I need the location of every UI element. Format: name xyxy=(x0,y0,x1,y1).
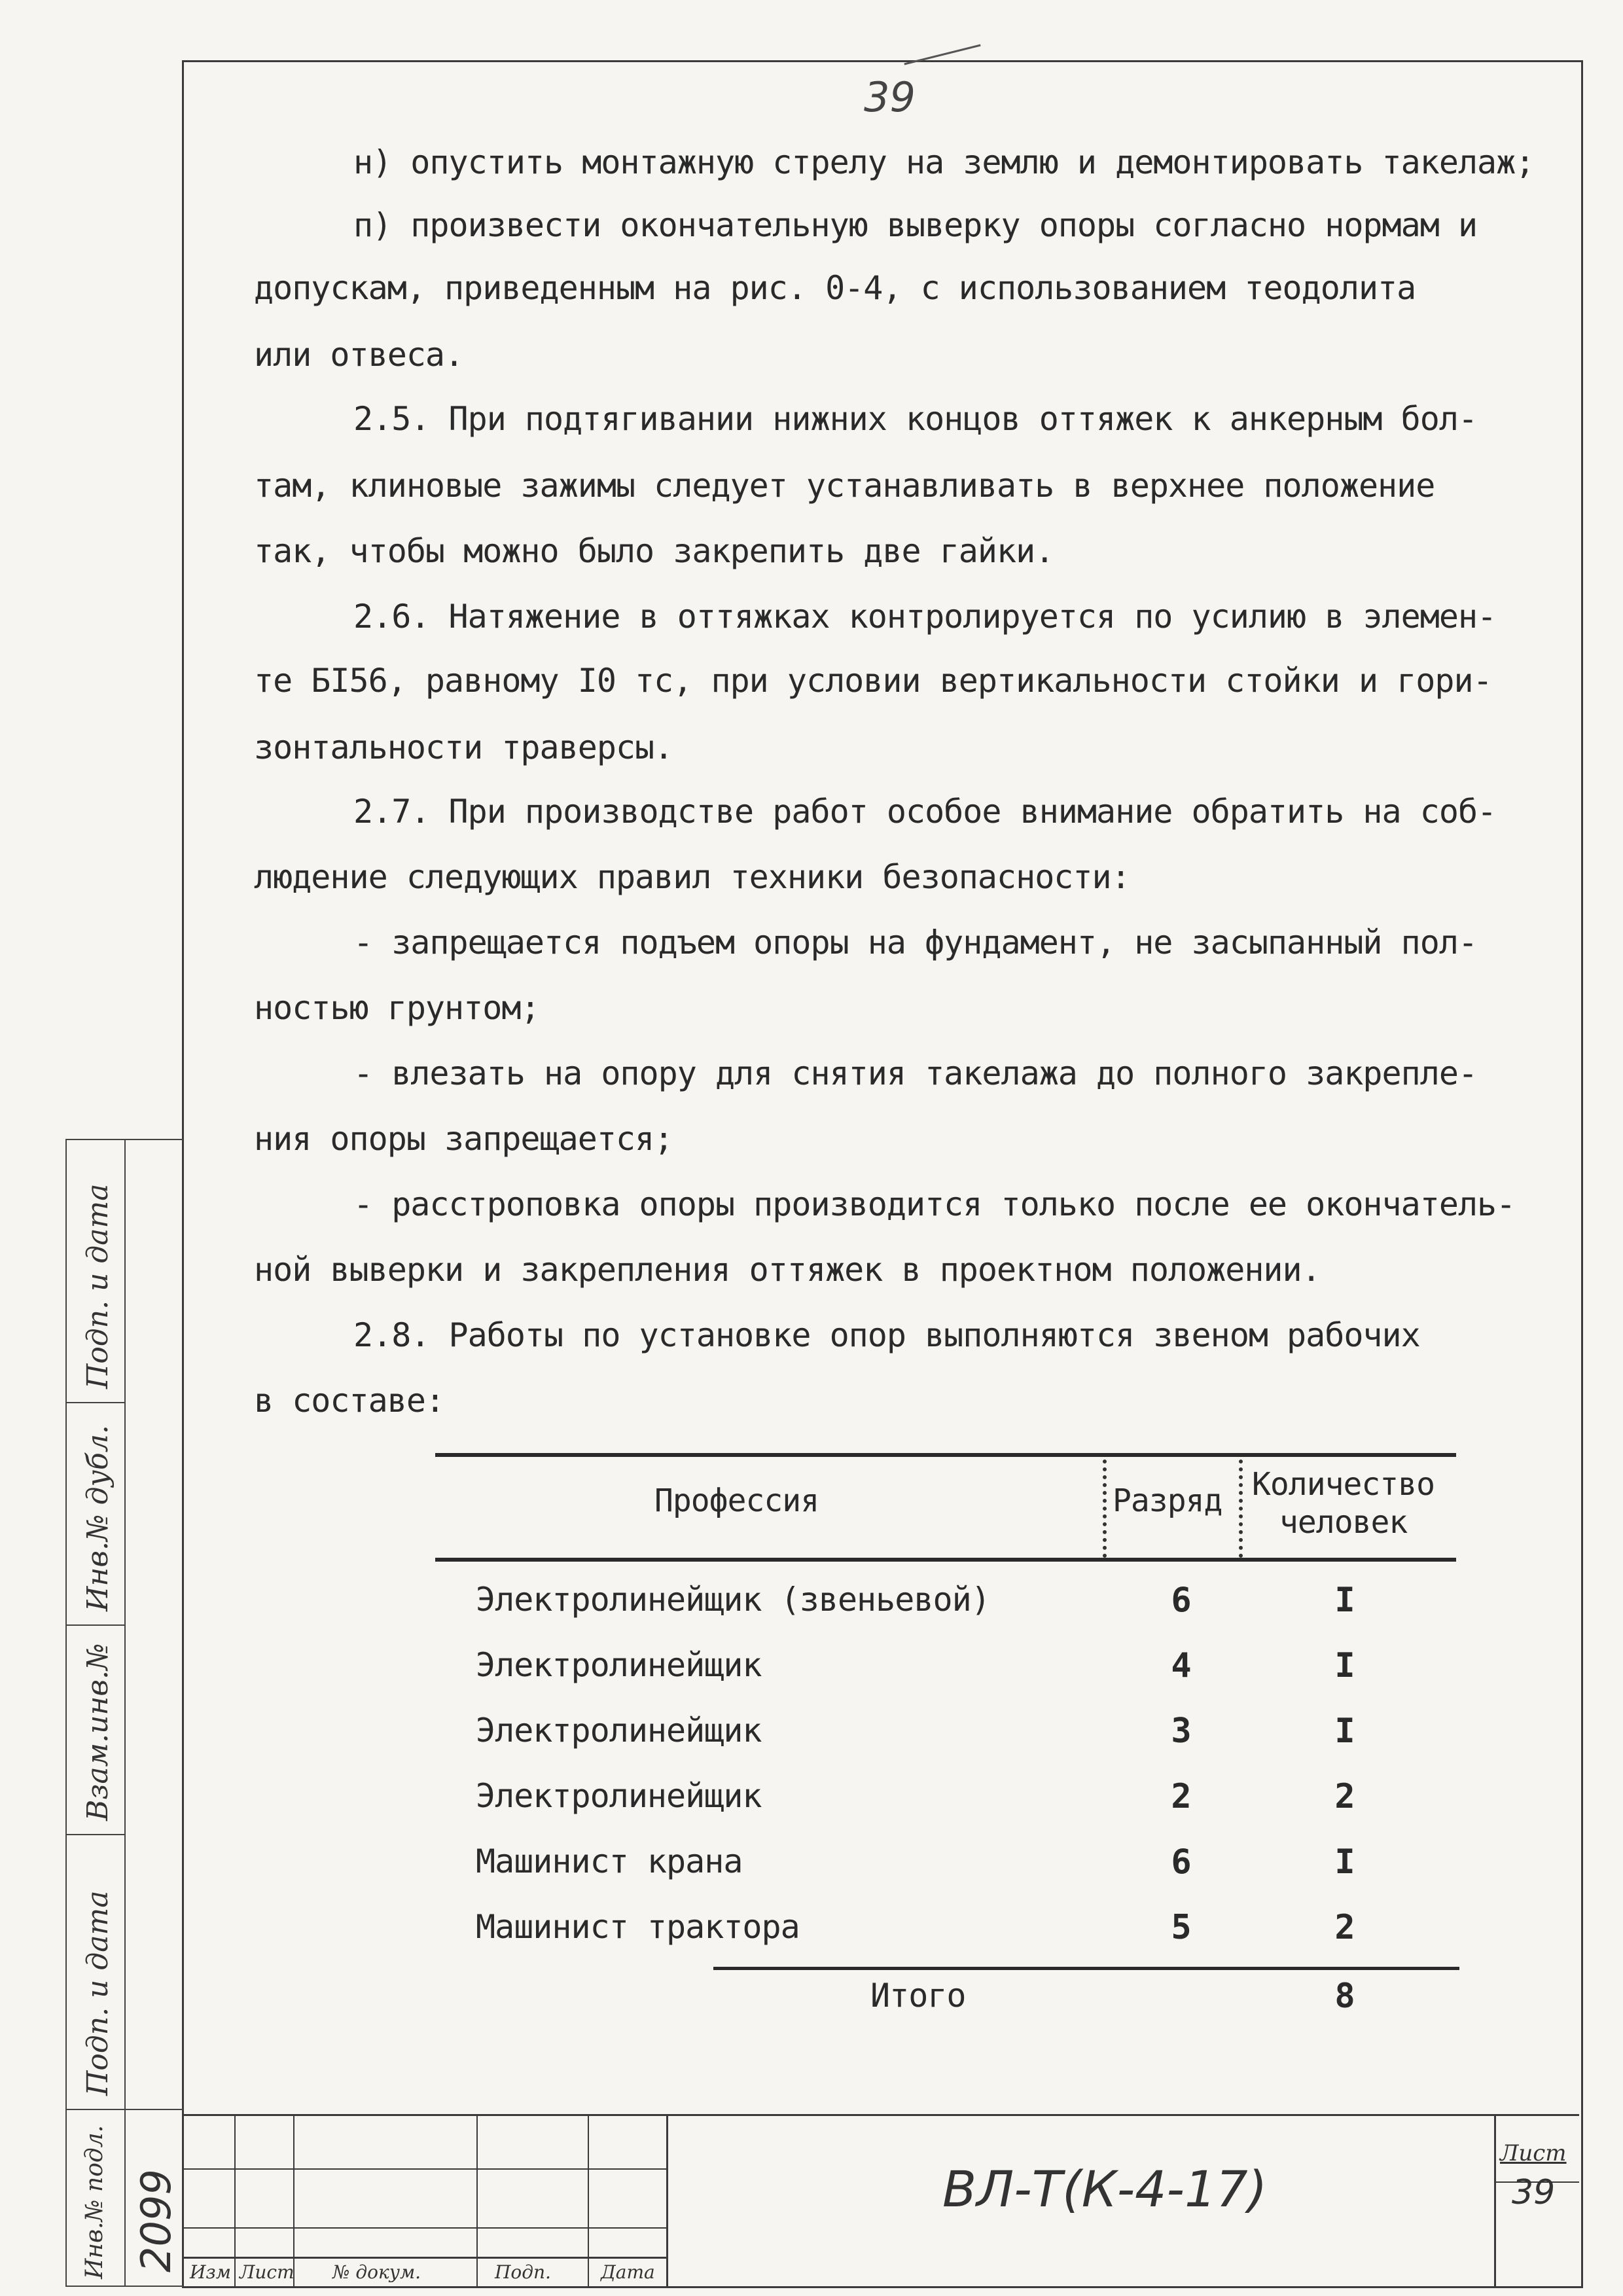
table-row xyxy=(435,1842,1469,1908)
paragraph-line: или отвеса. xyxy=(254,336,464,374)
header-separator xyxy=(1103,1460,1107,1558)
paragraph-line: там, клиновые зажимы следует устанавливать в верхнее положение xyxy=(254,467,1435,505)
paragraph-line: - расстроповка опоры производится только после ее окончатель- xyxy=(353,1185,1516,1223)
paragraph-line: так, чтобы можно было закрепить две гайки. xyxy=(254,532,1054,570)
table-row xyxy=(435,1908,1469,1973)
side-label-orig-inventory: Инв.№ подл. xyxy=(81,2125,108,2279)
side-stamp-divider xyxy=(67,1624,124,1626)
side-stamp-divider xyxy=(67,1834,124,1836)
table-row xyxy=(435,1581,1469,1646)
cell-profession: Электролинейщик xyxy=(476,1777,762,1815)
column-label-signature: Подп. xyxy=(495,2261,551,2283)
title-block xyxy=(182,2114,1579,2286)
column-label-date: Дата xyxy=(601,2261,655,2283)
header-count-line2: человек xyxy=(1279,1504,1408,1541)
paragraph-line: п) произвести окончательную выверку опоры согласно нормам и xyxy=(353,206,1478,244)
paragraph-line: в составе: xyxy=(254,1382,445,1420)
cell-rank: 6 xyxy=(1171,1842,1192,1882)
side-label-sign-date: Подп. и дата xyxy=(81,1183,115,1389)
paragraph-line: допускам, приведенным на рис. 0-4, с использованием теодолита xyxy=(254,269,1416,307)
inventory-number: 2099 xyxy=(132,2169,180,2272)
paragraph-line: 2.5. При подтягивании нижних концов оттяжек к анкерным бол- xyxy=(353,400,1478,438)
cell-profession: Машинист трактора xyxy=(476,1908,800,1946)
table-row xyxy=(435,1777,1469,1842)
cell-rank: 6 xyxy=(1171,1581,1192,1620)
total-label: Итого xyxy=(870,1977,966,2015)
side-stamp-divider xyxy=(67,2109,183,2111)
paragraph-line: зонтальности траверсы. xyxy=(254,728,673,766)
title-block-line xyxy=(182,2227,666,2229)
cell-count: 2 xyxy=(1334,1777,1355,1816)
side-label-dup-inventory: Инв.№ дубл. xyxy=(81,1425,115,1611)
paragraph-line: 2.7. При производстве работ особое внимание обратить на соб- xyxy=(353,793,1497,831)
paragraph-line: ния опоры запрещается; xyxy=(254,1120,673,1158)
document-code: ВЛ-Т(К-4-17) xyxy=(942,2160,1268,2218)
paragraph-line: - запрещается подъем опоры на фундамент, не засыпанный пол- xyxy=(353,924,1478,961)
column-label-change: Изм xyxy=(190,2261,231,2283)
header-count-line1: Количество xyxy=(1252,1466,1435,1503)
cell-profession: Электролинейщик (звеньевой) xyxy=(476,1581,990,1619)
cell-rank: 4 xyxy=(1171,1646,1192,1685)
title-block-line xyxy=(1494,2116,1496,2286)
total-rule xyxy=(713,1967,1459,1970)
table-row xyxy=(435,1712,1469,1777)
table-top-rule xyxy=(435,1453,1456,1457)
cell-profession: Электролинейщик xyxy=(476,1712,762,1749)
side-stamp-top xyxy=(67,1140,183,1141)
paragraph-line: н) опустить монтажную стрелу на землю и демонтировать такелаж; xyxy=(353,143,1535,181)
cell-profession: Электролинейщик xyxy=(476,1646,762,1684)
title-block-line xyxy=(476,2116,478,2286)
title-block-line xyxy=(293,2116,294,2286)
cell-count: 2 xyxy=(1334,1908,1355,1947)
cell-rank: 3 xyxy=(1171,1712,1192,1751)
paragraph-line: 2.6. Натяжение в оттяжках контролируется по усилию в элемен- xyxy=(353,598,1497,636)
cell-rank: 5 xyxy=(1171,1908,1192,1947)
paragraph-line: ностью грунтом; xyxy=(254,989,540,1027)
paragraph-line: людение следующих правил техники безопасности: xyxy=(254,858,1130,896)
side-label-sign-date: Подп. и дата xyxy=(81,1890,115,2096)
column-label-document: № докум. xyxy=(332,2261,421,2283)
cell-count: I xyxy=(1334,1646,1355,1685)
sheet-number: 39 xyxy=(1512,2173,1556,2212)
page-number: 39 xyxy=(864,73,916,121)
side-label-replaced-inventory: Взам.инв.№ xyxy=(81,1643,115,1821)
title-block-line xyxy=(182,2257,666,2259)
table-total-row xyxy=(435,1977,1469,2042)
column-label-sheet: Лист xyxy=(240,2261,294,2283)
cell-count: I xyxy=(1334,1581,1355,1620)
table-row xyxy=(435,1646,1469,1712)
cell-rank: 2 xyxy=(1171,1777,1192,1816)
sheet-label: Лист xyxy=(1500,2140,1567,2166)
cell-count: I xyxy=(1334,1712,1355,1751)
side-stamp-divider xyxy=(67,1402,124,1404)
header-separator xyxy=(1239,1460,1243,1558)
header-rank: Разряд xyxy=(1113,1482,1222,1519)
title-block-line xyxy=(234,2116,236,2286)
cell-profession: Машинист крана xyxy=(476,1842,743,1880)
paragraph-line: - влезать на опору для снятия такелажа до полного закрепле- xyxy=(353,1054,1478,1092)
title-block-line xyxy=(588,2116,589,2286)
paragraph-line: те БI56, равному I0 тс, при условии вертикальности стойки и гори- xyxy=(254,662,1492,700)
side-stamp xyxy=(65,1139,183,2287)
title-block-line xyxy=(182,2168,666,2170)
paragraph-line: ной выверки и закрепления оттяжек в проектном положении. xyxy=(254,1251,1321,1289)
table-header-rule xyxy=(435,1558,1456,1562)
cell-count: I xyxy=(1334,1842,1355,1882)
title-block-line xyxy=(666,2116,668,2286)
total-value: 8 xyxy=(1334,1977,1355,2016)
header-profession: Профессия xyxy=(654,1482,819,1519)
paragraph-line: 2.8. Работы по установке опор выполняются звеном рабочих xyxy=(353,1316,1420,1354)
